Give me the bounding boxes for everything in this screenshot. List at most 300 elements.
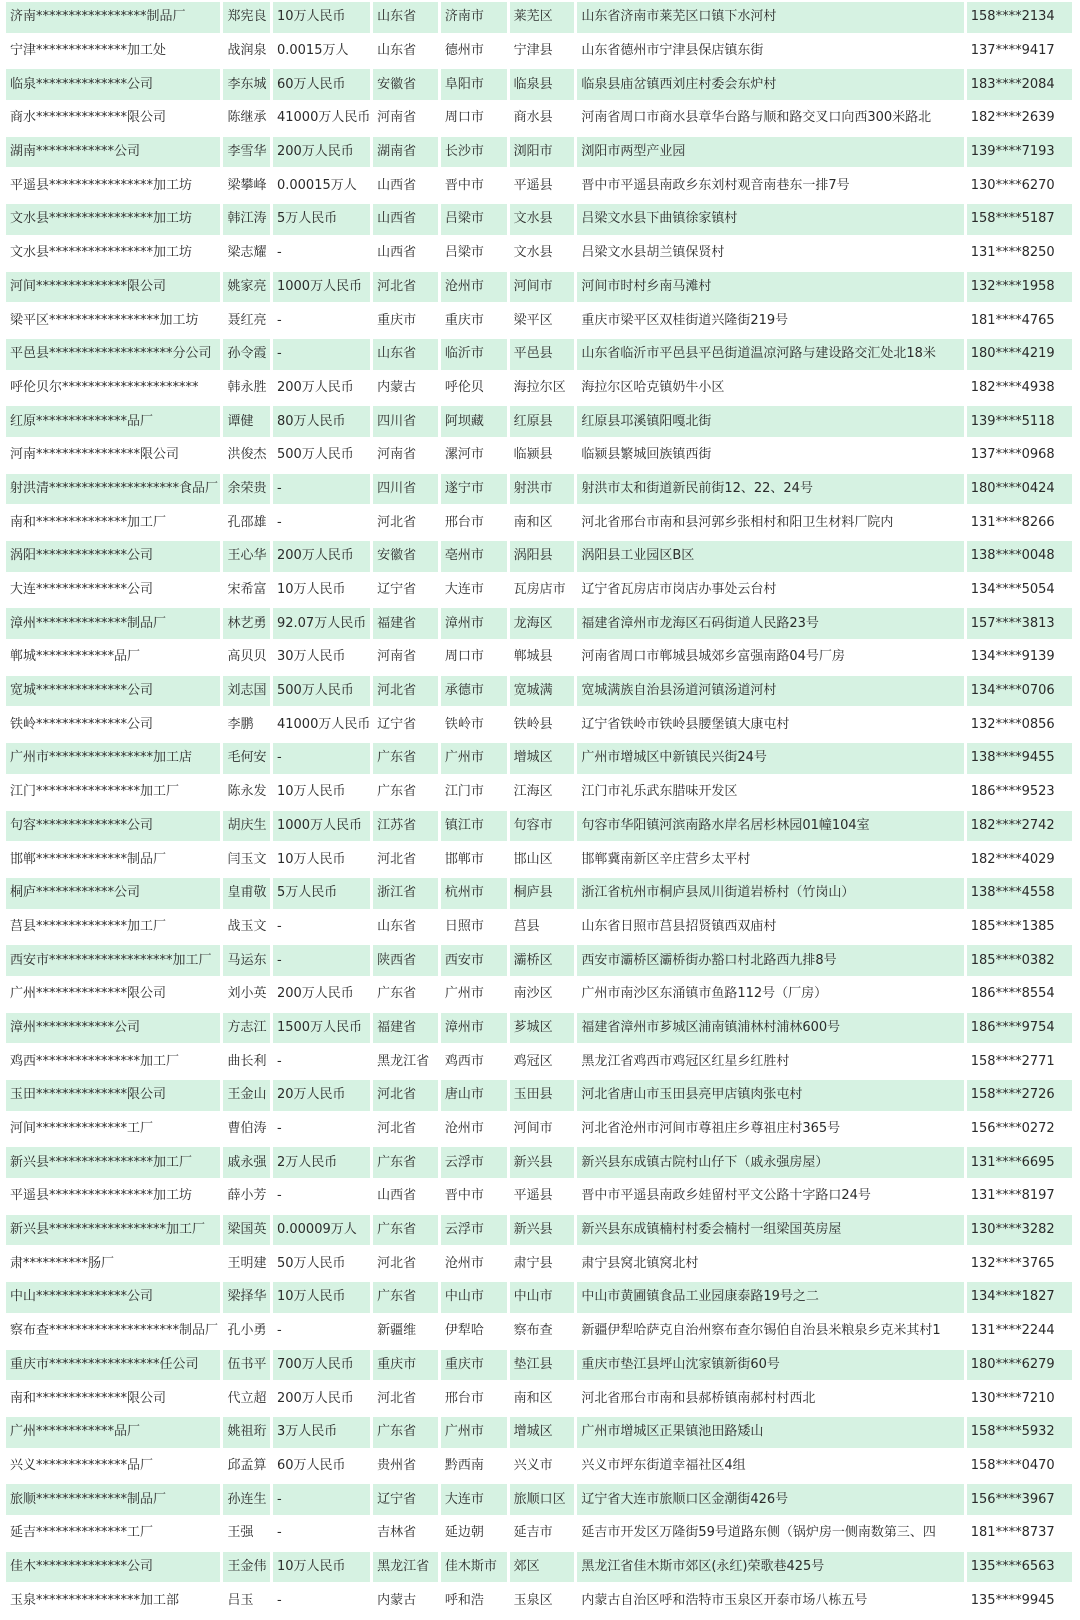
table-row <box>6 709 1072 740</box>
province-cell: 广东省 <box>373 1282 438 1313</box>
city-cell: 伊犁哈 <box>441 1316 507 1347</box>
phone-cell: 186****9754 <box>967 1013 1072 1044</box>
city-cell: 沧州市 <box>441 1114 507 1145</box>
company-name-cell: 呼伦贝尔********************* <box>6 373 220 404</box>
address-cell: 新兴县东成镇楠村村委会楠村一组梁国英房屋 <box>577 1215 963 1246</box>
district-cell: 射洪市 <box>510 474 575 505</box>
province-cell: 山东省 <box>373 912 438 943</box>
district-cell: 文水县 <box>510 204 575 235</box>
province-cell: 河南省 <box>373 440 438 471</box>
province-cell: 广东省 <box>373 777 438 808</box>
city-cell: 晋中市 <box>441 170 507 201</box>
company-name-cell: 平遥县****************加工坊 <box>6 170 220 201</box>
registered-capital-cell: - <box>273 339 370 370</box>
company-name-cell: 江门****************加工厂 <box>6 777 220 808</box>
province-cell: 山西省 <box>373 1181 438 1212</box>
district-cell: 玉泉区 <box>510 1585 575 1616</box>
province-cell: 四川省 <box>373 474 438 505</box>
district-cell: 临泉县 <box>510 69 575 100</box>
legal-person-cell: 刘小英 <box>223 979 270 1010</box>
legal-person-cell: 李鹏 <box>223 709 270 740</box>
phone-cell: 180****4219 <box>967 339 1072 370</box>
table-row <box>6 2 1072 33</box>
registered-capital-cell: 10万人民币 <box>273 844 370 875</box>
phone-cell: 185****0382 <box>967 945 1072 976</box>
company-name-cell: 察布查********************制品厂 <box>6 1316 220 1347</box>
district-cell: 垫江县 <box>510 1350 575 1381</box>
registered-capital-cell: - <box>273 1114 370 1145</box>
company-name-cell: 大连**************公司 <box>6 575 220 606</box>
registered-capital-cell: 0.00015万人 <box>273 170 370 201</box>
district-cell: 中山市 <box>510 1282 575 1313</box>
province-cell: 重庆市 <box>373 305 438 336</box>
address-cell: 福建省漳州市芗城区浦南镇浦林村浦林600号 <box>577 1013 963 1044</box>
address-cell: 海拉尔区哈克镇奶牛小区 <box>577 373 963 404</box>
address-cell: 中山市黄圃镇食品工业园康泰路19号之二 <box>577 1282 963 1313</box>
company-name-cell: 佳木**************公司 <box>6 1552 220 1583</box>
province-cell: 山西省 <box>373 238 438 269</box>
city-cell: 大连市 <box>441 1484 507 1515</box>
district-cell: 文水县 <box>510 238 575 269</box>
city-cell: 阜阳市 <box>441 69 507 100</box>
phone-cell: 157****3813 <box>967 608 1072 639</box>
table-row <box>6 743 1072 774</box>
province-cell: 湖南省 <box>373 137 438 168</box>
company-name-cell: 旅顺**************制品厂 <box>6 1484 220 1515</box>
phone-cell: 131****8197 <box>967 1181 1072 1212</box>
address-cell: 西安市灞桥区灞桥街办豁口村北路西九排8号 <box>577 945 963 976</box>
province-cell: 河北省 <box>373 507 438 538</box>
table-row <box>6 777 1072 808</box>
registered-capital-cell: 200万人民币 <box>273 1383 370 1414</box>
address-cell: 福建省漳州市龙海区石码街道人民路23号 <box>577 608 963 639</box>
district-cell: 郸城县 <box>510 642 575 673</box>
province-cell: 广东省 <box>373 979 438 1010</box>
legal-person-cell: 聂红亮 <box>223 305 270 336</box>
registered-capital-cell: - <box>273 474 370 505</box>
table-row <box>6 811 1072 842</box>
district-cell: 南和区 <box>510 1383 575 1414</box>
table-row <box>6 1046 1072 1077</box>
province-cell: 河北省 <box>373 1114 438 1145</box>
phone-cell: 180****6279 <box>967 1350 1072 1381</box>
address-cell: 邯郸冀南新区辛庄营乡太平村 <box>577 844 963 875</box>
table-row <box>6 507 1072 538</box>
legal-person-cell: 曲长利 <box>223 1046 270 1077</box>
phone-cell: 134****9139 <box>967 642 1072 673</box>
city-cell: 周口市 <box>441 642 507 673</box>
district-cell: 临颍县 <box>510 440 575 471</box>
company-name-cell: 南和**************加工厂 <box>6 507 220 538</box>
province-cell: 江苏省 <box>373 811 438 842</box>
city-cell: 吕梁市 <box>441 204 507 235</box>
address-cell: 河南省周口市商水县章华台路与顺和路交叉口向西300米路北 <box>577 103 963 134</box>
phone-cell: 139****5118 <box>967 406 1072 437</box>
address-cell: 新疆伊犁哈萨克自治州察布查尔锡伯自治县米粮泉乡克米其村1 <box>577 1316 963 1347</box>
legal-person-cell: 姚祖珩 <box>223 1417 270 1448</box>
city-cell: 吕梁市 <box>441 238 507 269</box>
registered-capital-cell: 10万人民币 <box>273 777 370 808</box>
district-cell: 海拉尔区 <box>510 373 575 404</box>
legal-person-cell: 韩永胜 <box>223 373 270 404</box>
legal-person-cell: 方志江 <box>223 1013 270 1044</box>
legal-person-cell: 姚家亮 <box>223 272 270 303</box>
legal-person-cell: 曹伯涛 <box>223 1114 270 1145</box>
city-cell: 遂宁市 <box>441 474 507 505</box>
district-cell: 桐庐县 <box>510 878 575 909</box>
district-cell: 句容市 <box>510 811 575 842</box>
legal-person-cell: 孙连生 <box>223 1484 270 1515</box>
company-name-cell: 梁平区*****************加工坊 <box>6 305 220 336</box>
province-cell: 河南省 <box>373 642 438 673</box>
company-name-cell: 广州市****************加工店 <box>6 743 220 774</box>
city-cell: 亳州市 <box>441 541 507 572</box>
phone-cell: 138****9455 <box>967 743 1072 774</box>
table-row <box>6 676 1072 707</box>
registered-capital-cell: 41000万人民币 <box>273 103 370 134</box>
province-cell: 广东省 <box>373 1147 438 1178</box>
table-row <box>6 541 1072 572</box>
registered-capital-cell: 3万人民币 <box>273 1417 370 1448</box>
registered-capital-cell: 80万人民币 <box>273 406 370 437</box>
table-row <box>6 945 1072 976</box>
address-cell: 肃宁县窝北镇窝北村 <box>577 1248 963 1279</box>
phone-cell: 131****8250 <box>967 238 1072 269</box>
registered-capital-cell: 200万人民币 <box>273 979 370 1010</box>
phone-cell: 135****6563 <box>967 1552 1072 1583</box>
legal-person-cell: 战玉文 <box>223 912 270 943</box>
district-cell: 河间市 <box>510 1114 575 1145</box>
city-cell: 德州市 <box>441 36 507 67</box>
province-cell: 山西省 <box>373 170 438 201</box>
district-cell: 涡阳县 <box>510 541 575 572</box>
legal-person-cell: 王强 <box>223 1518 270 1549</box>
phone-cell: 132****3765 <box>967 1248 1072 1279</box>
legal-person-cell: 孙令霞 <box>223 339 270 370</box>
phone-cell: 131****6695 <box>967 1147 1072 1178</box>
district-cell: 平遥县 <box>510 170 575 201</box>
city-cell: 黔西南 <box>441 1451 507 1482</box>
table-row <box>6 1585 1072 1616</box>
city-cell: 邯郸市 <box>441 844 507 875</box>
address-cell: 新兴县东成镇古院村山仔下（戚永强房屋） <box>577 1147 963 1178</box>
table-row <box>6 1451 1072 1482</box>
registered-capital-cell: 10万人民币 <box>273 1552 370 1583</box>
table-body <box>6 2 1072 1616</box>
province-cell: 吉林省 <box>373 1518 438 1549</box>
company-name-cell: 新兴县****************加工厂 <box>6 1147 220 1178</box>
company-name-cell: 西安市*******************加工厂 <box>6 945 220 976</box>
legal-person-cell: 陈继承 <box>223 103 270 134</box>
city-cell: 铁岭市 <box>441 709 507 740</box>
city-cell: 阿坝藏 <box>441 406 507 437</box>
company-name-cell: 射洪清********************食品厂 <box>6 474 220 505</box>
company-name-cell: 宽城**************公司 <box>6 676 220 707</box>
district-cell: 邯山区 <box>510 844 575 875</box>
district-cell: 肃宁县 <box>510 1248 575 1279</box>
province-cell: 山西省 <box>373 204 438 235</box>
phone-cell: 132****0856 <box>967 709 1072 740</box>
table-row <box>6 170 1072 201</box>
address-cell: 射洪市太和街道新民前街12、22、24号 <box>577 474 963 505</box>
table-row <box>6 272 1072 303</box>
legal-person-cell: 王明建 <box>223 1248 270 1279</box>
district-cell: 莱芜区 <box>510 2 575 33</box>
registered-capital-cell: - <box>273 1484 370 1515</box>
table-row <box>6 575 1072 606</box>
registered-capital-cell: - <box>273 507 370 538</box>
phone-cell: 180****0424 <box>967 474 1072 505</box>
company-name-cell: 文水县****************加工坊 <box>6 204 220 235</box>
city-cell: 临沂市 <box>441 339 507 370</box>
legal-person-cell: 胡庆生 <box>223 811 270 842</box>
city-cell: 广州市 <box>441 743 507 774</box>
legal-person-cell: 马运东 <box>223 945 270 976</box>
city-cell: 重庆市 <box>441 305 507 336</box>
province-cell: 广东省 <box>373 743 438 774</box>
province-cell: 山东省 <box>373 339 438 370</box>
address-cell: 延吉市开发区万隆街59号道路东侧（锅炉房一侧南数第三、四 <box>577 1518 963 1549</box>
city-cell: 晋中市 <box>441 1181 507 1212</box>
table-row <box>6 1417 1072 1448</box>
legal-person-cell: 郑宪良 <box>223 2 270 33</box>
district-cell: 江海区 <box>510 777 575 808</box>
company-name-cell: 邯郸**************制品厂 <box>6 844 220 875</box>
district-cell: 芗城区 <box>510 1013 575 1044</box>
address-cell: 晋中市平遥县南政乡东刘村观音南巷东一排7号 <box>577 170 963 201</box>
registered-capital-cell: 41000万人民币 <box>273 709 370 740</box>
registered-capital-cell: 60万人民币 <box>273 69 370 100</box>
phone-cell: 182****4029 <box>967 844 1072 875</box>
phone-cell: 134****0706 <box>967 676 1072 707</box>
phone-cell: 131****8266 <box>967 507 1072 538</box>
table-row <box>6 440 1072 471</box>
legal-person-cell: 余荣贵 <box>223 474 270 505</box>
city-cell: 周口市 <box>441 103 507 134</box>
table-row <box>6 1350 1072 1381</box>
registered-capital-cell: 10万人民币 <box>273 575 370 606</box>
district-cell: 红原县 <box>510 406 575 437</box>
province-cell: 广东省 <box>373 1417 438 1448</box>
city-cell: 邢台市 <box>441 1383 507 1414</box>
registered-capital-cell: 20万人民币 <box>273 1080 370 1111</box>
registered-capital-cell: 200万人民币 <box>273 373 370 404</box>
province-cell: 河北省 <box>373 1248 438 1279</box>
table-row <box>6 474 1072 505</box>
table-row <box>6 1147 1072 1178</box>
company-name-cell: 桐庐************公司 <box>6 878 220 909</box>
district-cell: 铁岭县 <box>510 709 575 740</box>
legal-person-cell: 邱孟算 <box>223 1451 270 1482</box>
table-row <box>6 339 1072 370</box>
registered-capital-cell: 0.0015万人 <box>273 36 370 67</box>
registered-capital-cell: - <box>273 1585 370 1616</box>
legal-person-cell: 宋希富 <box>223 575 270 606</box>
legal-person-cell: 梁志耀 <box>223 238 270 269</box>
registered-capital-cell: - <box>273 912 370 943</box>
phone-cell: 185****1385 <box>967 912 1072 943</box>
address-cell: 辽宁省大连市旅顺口区金潮街426号 <box>577 1484 963 1515</box>
registered-capital-cell: - <box>273 743 370 774</box>
table-row <box>6 1383 1072 1414</box>
city-cell: 沧州市 <box>441 1248 507 1279</box>
phone-cell: 138****4558 <box>967 878 1072 909</box>
legal-person-cell: 皇甫敬 <box>223 878 270 909</box>
registered-capital-cell: 1500万人民币 <box>273 1013 370 1044</box>
legal-person-cell: 梁攀峰 <box>223 170 270 201</box>
registered-capital-cell: 700万人民币 <box>273 1350 370 1381</box>
legal-person-cell: 孔邵雄 <box>223 507 270 538</box>
legal-person-cell: 刘志国 <box>223 676 270 707</box>
district-cell: 延吉市 <box>510 1518 575 1549</box>
district-cell: 玉田县 <box>510 1080 575 1111</box>
company-name-cell: 中山**************公司 <box>6 1282 220 1313</box>
company-name-cell: 临泉**************公司 <box>6 69 220 100</box>
registered-capital-cell: - <box>273 1046 370 1077</box>
legal-person-cell: 薛小芳 <box>223 1181 270 1212</box>
phone-cell: 139****7193 <box>967 137 1072 168</box>
address-cell: 临颍县繁城回族镇西街 <box>577 440 963 471</box>
registered-capital-cell: 5万人民币 <box>273 878 370 909</box>
phone-cell: 130****6270 <box>967 170 1072 201</box>
address-cell: 黑龙江省佳木斯市郊区(永红)荣歌巷425号 <box>577 1552 963 1583</box>
address-cell: 浏阳市两型产业园 <box>577 137 963 168</box>
company-name-cell: 延吉**************工厂 <box>6 1518 220 1549</box>
city-cell: 延边朝 <box>441 1518 507 1549</box>
legal-person-cell: 陈永发 <box>223 777 270 808</box>
province-cell: 重庆市 <box>373 1350 438 1381</box>
phone-cell: 158****2134 <box>967 2 1072 33</box>
address-cell: 广州市增城区正果镇池田路矮山 <box>577 1417 963 1448</box>
registered-capital-cell: - <box>273 945 370 976</box>
phone-cell: 130****7210 <box>967 1383 1072 1414</box>
district-cell: 浏阳市 <box>510 137 575 168</box>
table-row <box>6 642 1072 673</box>
legal-person-cell: 洪俊杰 <box>223 440 270 471</box>
province-cell: 河北省 <box>373 1383 438 1414</box>
city-cell: 邢台市 <box>441 507 507 538</box>
table-row <box>6 69 1072 100</box>
province-cell: 辽宁省 <box>373 575 438 606</box>
table-row <box>6 608 1072 639</box>
company-name-cell: 河间**************工厂 <box>6 1114 220 1145</box>
city-cell: 鸡西市 <box>441 1046 507 1077</box>
address-cell: 浙江省杭州市桐庐县凤川街道岩桥村（竹岗山） <box>577 878 963 909</box>
legal-person-cell: 伍书平 <box>223 1350 270 1381</box>
address-cell: 临泉县庙岔镇西刘庄村委会东炉村 <box>577 69 963 100</box>
address-cell: 河北省邢台市南和县郝桥镇南郝村村西北 <box>577 1383 963 1414</box>
province-cell: 山东省 <box>373 36 438 67</box>
legal-person-cell: 林艺勇 <box>223 608 270 639</box>
registered-capital-cell: - <box>273 238 370 269</box>
table-row <box>6 1552 1072 1583</box>
city-cell: 云浮市 <box>441 1147 507 1178</box>
phone-cell: 158****5187 <box>967 204 1072 235</box>
city-cell: 云浮市 <box>441 1215 507 1246</box>
registered-capital-cell: 200万人民币 <box>273 137 370 168</box>
phone-cell: 158****0470 <box>967 1451 1072 1482</box>
phone-cell: 181****8737 <box>967 1518 1072 1549</box>
province-cell: 内蒙古 <box>373 1585 438 1616</box>
province-cell: 内蒙古 <box>373 373 438 404</box>
legal-person-cell: 韩江涛 <box>223 204 270 235</box>
province-cell: 安徽省 <box>373 69 438 100</box>
city-cell: 广州市 <box>441 979 507 1010</box>
registered-capital-cell: - <box>273 1181 370 1212</box>
district-cell: 郊区 <box>510 1552 575 1583</box>
province-cell: 福建省 <box>373 1013 438 1044</box>
province-cell: 陕西省 <box>373 945 438 976</box>
phone-cell: 183****2084 <box>967 69 1072 100</box>
company-name-cell: 文水县****************加工坊 <box>6 238 220 269</box>
company-name-cell: 广州************品厂 <box>6 1417 220 1448</box>
phone-cell: 156****0272 <box>967 1114 1072 1145</box>
registered-capital-cell: 10万人民币 <box>273 1282 370 1313</box>
city-cell: 漳州市 <box>441 1013 507 1044</box>
city-cell: 重庆市 <box>441 1350 507 1381</box>
district-cell: 平遥县 <box>510 1181 575 1212</box>
table-row <box>6 1316 1072 1347</box>
province-cell: 广东省 <box>373 1215 438 1246</box>
phone-cell: 131****2244 <box>967 1316 1072 1347</box>
district-cell: 梁平区 <box>510 305 575 336</box>
city-cell: 佳木斯市 <box>441 1552 507 1583</box>
address-cell: 江门市礼乐武东腊味开发区 <box>577 777 963 808</box>
address-cell: 黑龙江省鸡西市鸡冠区红星乡红胜村 <box>577 1046 963 1077</box>
city-cell: 镇江市 <box>441 811 507 842</box>
legal-person-cell: 王金伟 <box>223 1552 270 1583</box>
company-name-cell: 郸城************品厂 <box>6 642 220 673</box>
phone-cell: 137****9417 <box>967 36 1072 67</box>
registered-capital-cell: - <box>273 1518 370 1549</box>
legal-person-cell: 闫玉文 <box>223 844 270 875</box>
province-cell: 黑龙江省 <box>373 1046 438 1077</box>
table-row <box>6 103 1072 134</box>
address-cell: 重庆市梁平区双桂街道兴隆街219号 <box>577 305 963 336</box>
address-cell: 内蒙古自治区呼和浩特市玉泉区开泰市场八栋五号 <box>577 1585 963 1616</box>
district-cell: 新兴县 <box>510 1215 575 1246</box>
address-cell: 红原县邛溪镇阳嘎北街 <box>577 406 963 437</box>
phone-cell: 158****5932 <box>967 1417 1072 1448</box>
phone-cell: 186****8554 <box>967 979 1072 1010</box>
district-cell: 宽城满 <box>510 676 575 707</box>
phone-cell: 181****4765 <box>967 305 1072 336</box>
legal-person-cell: 戚永强 <box>223 1147 270 1178</box>
company-name-cell: 河间**************限公司 <box>6 272 220 303</box>
phone-cell: 182****4938 <box>967 373 1072 404</box>
legal-person-cell: 王心华 <box>223 541 270 572</box>
district-cell: 河间市 <box>510 272 575 303</box>
registered-capital-cell: 10万人民币 <box>273 2 370 33</box>
registered-capital-cell: 500万人民币 <box>273 676 370 707</box>
address-cell: 山东省德州市宁津县保店镇东街 <box>577 36 963 67</box>
city-cell: 日照市 <box>441 912 507 943</box>
table-row <box>6 1114 1072 1145</box>
registered-capital-cell: - <box>273 305 370 336</box>
phone-cell: 186****9523 <box>967 777 1072 808</box>
legal-person-cell: 吕玉 <box>223 1585 270 1616</box>
city-cell: 漳州市 <box>441 608 507 639</box>
table-row <box>6 979 1072 1010</box>
company-name-cell: 新兴县******************加工厂 <box>6 1215 220 1246</box>
phone-cell: 132****1958 <box>967 272 1072 303</box>
address-cell: 兴义市坪东街道幸福社区4组 <box>577 1451 963 1482</box>
address-cell: 广州市南沙区东涌镇市鱼路112号（厂房） <box>577 979 963 1010</box>
table-row <box>6 373 1072 404</box>
province-cell: 四川省 <box>373 406 438 437</box>
province-cell: 新疆维 <box>373 1316 438 1347</box>
phone-cell: 134****1827 <box>967 1282 1072 1313</box>
